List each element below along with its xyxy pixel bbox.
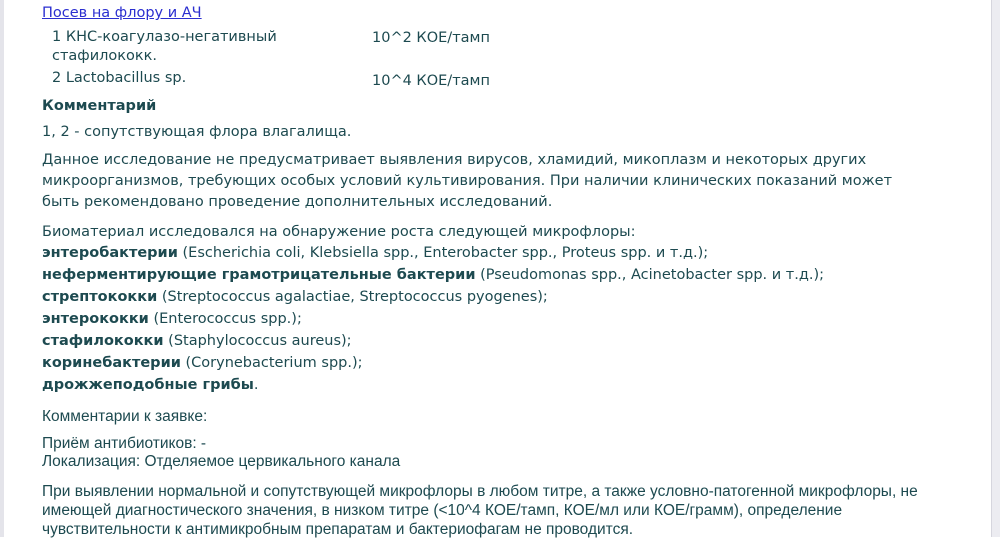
flora-group: неферментирующие грамотрицательные бактерии (42, 267, 476, 283)
flora-group: энтеробактерии (42, 245, 178, 261)
flora-group: стрептококки (42, 289, 158, 305)
flora-species: (Pseudomonas spp., Acinetobacter spp. и т.д.); (475, 267, 825, 283)
biomaterial-intro: Биоматериал исследовался на обнаружение роста следующей микрофлоры: (42, 224, 636, 240)
test-link[interactable]: Посев на флору и АЧ (42, 5, 202, 21)
order-comments-title: Комментарии к заявке: (42, 408, 208, 425)
flora-species: (Corynebacterium spp.); (180, 355, 363, 371)
flora-item (42, 287, 548, 308)
scrollbar[interactable] (991, 0, 1000, 537)
flora-group: стафилококки (42, 333, 164, 349)
flora-species: (Enterococcus spp.); (148, 311, 302, 327)
flora-species: . (253, 377, 259, 393)
flora-item (42, 331, 352, 352)
flora-item (42, 353, 363, 374)
flora-species: (Escherichia coli, Klebsiella spp., Enterobacter spp., Proteus spp. и т.д.); (177, 245, 709, 261)
comment-title: Комментарий (42, 98, 157, 114)
flora-group: энтерококки (42, 311, 149, 327)
flora-group: дрожжеподобные грибы (42, 377, 254, 393)
flora-item (42, 265, 824, 286)
flora-item (42, 375, 259, 396)
flora-item (42, 243, 708, 264)
note: При выявлении нормальной и сопутствующей микрофлоры в любом титре, а также условно-патогенной микрофлоры, не имеющей диагностического значения, в низком титре (<10^4 КОЕ/тамп, КОЕ/мл или КОЕ/грамм), определение чувствительности к антимикробным препаратам и бактериофагам не проводится. (42, 483, 918, 538)
result-name-2: 2 Lactobacillus sp. (52, 70, 187, 86)
result-value-1: 10^2 КОЕ/тамп (372, 30, 490, 46)
result-value-2: 10^4 КОЕ/тамп (372, 73, 490, 89)
left-border (0, 0, 4, 537)
flora-species: (Streptococcus agalactiae, Streptococcus pyogenes); (157, 289, 548, 305)
comment-1: 1, 2 - сопутствующая флора влагалища. (42, 124, 352, 140)
antibiotics: Приём антибиотиков: - (42, 435, 207, 452)
flora-item (42, 309, 302, 330)
localization: Локализация: Отделяемое цервикального канала (42, 453, 401, 470)
result-name-1: 1 КНС-коагулазо-негативный стафилококк. (52, 29, 277, 64)
comment-2: Данное исследование не предусматривает выявления вирусов, хламидий, микоплазм и некоторых других микроорганизмов, требующих особых условий культивирования. При наличии клинических показаний может быть рекомендовано проведение дополнительных исследований. (42, 152, 893, 210)
flora-group: коринебактерии (42, 355, 181, 371)
flora-species: (Staphylococcus aureus); (163, 333, 352, 349)
